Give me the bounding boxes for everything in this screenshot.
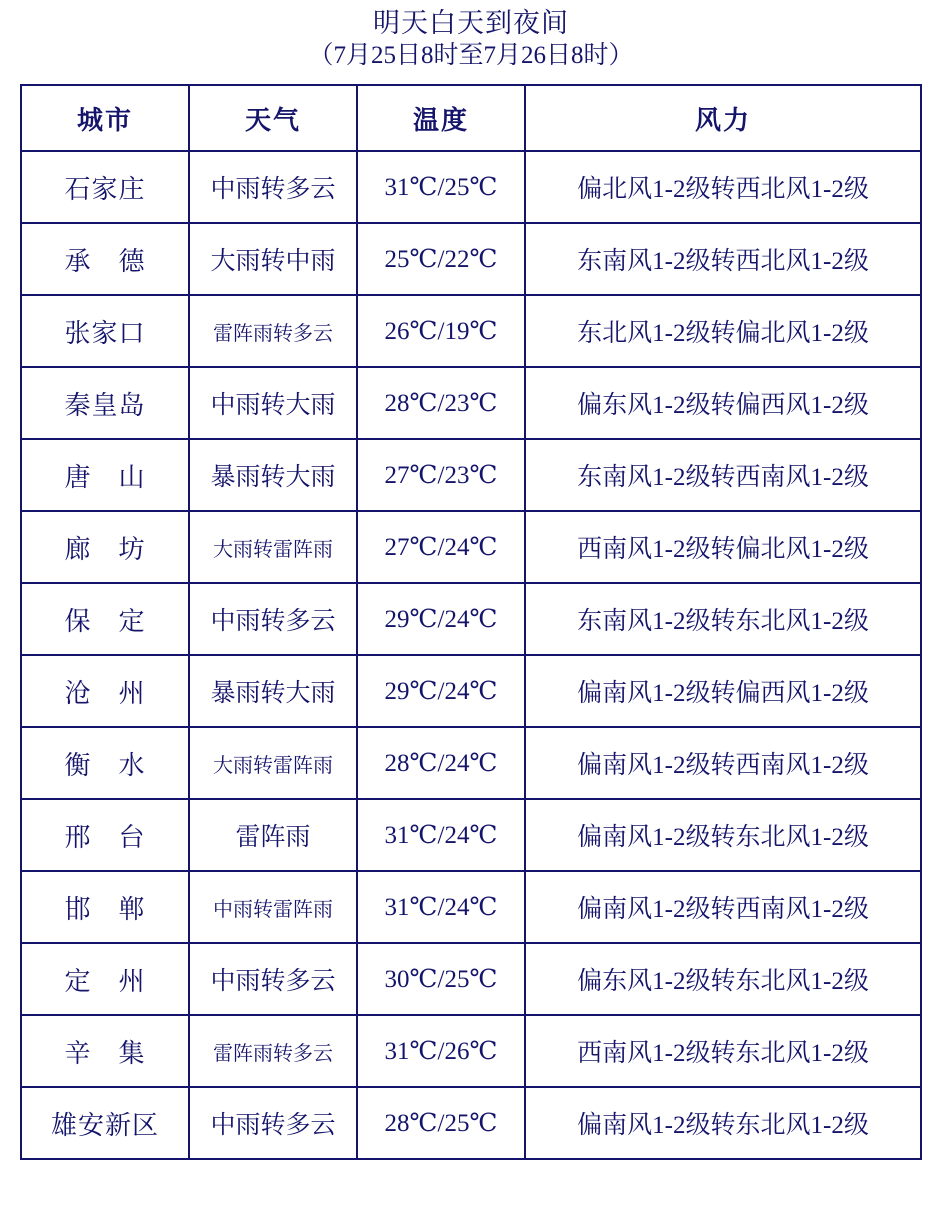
page-subtitle: （7月25日8时至7月26日8时） — [308, 42, 634, 69]
cell-weather: 中雨转多云 — [189, 583, 357, 655]
cell-wind: 偏东风1-2级转东北风1-2级 — [525, 943, 921, 1015]
table-row — [21, 1087, 921, 1159]
cell-weather: 暴雨转大雨 — [189, 655, 357, 727]
table-row — [21, 223, 921, 295]
cell-weather: 大雨转中雨 — [189, 223, 357, 295]
cell-city: 定 州 — [21, 943, 189, 1015]
cell-city: 廊 坊 — [21, 511, 189, 583]
cell-temperature: 31℃/24℃ — [357, 871, 525, 943]
cell-weather: 雷阵雨 — [189, 799, 357, 871]
cell-temperature: 29℃/24℃ — [357, 583, 525, 655]
cell-city: 沧 州 — [21, 655, 189, 727]
table-row — [21, 583, 921, 655]
cell-wind: 东南风1-2级转东北风1-2级 — [525, 583, 921, 655]
cell-wind: 东南风1-2级转西南风1-2级 — [525, 439, 921, 511]
cell-wind: 西南风1-2级转东北风1-2级 — [525, 1015, 921, 1087]
table-row — [21, 295, 921, 367]
table-header — [21, 85, 921, 151]
cell-temperature: 29℃/24℃ — [357, 655, 525, 727]
cell-weather: 中雨转多云 — [189, 151, 357, 223]
title-block — [0, 0, 942, 72]
column-header-weather: 天气 — [189, 85, 357, 151]
cell-temperature: 25℃/22℃ — [357, 223, 525, 295]
cell-city: 雄安新区 — [21, 1087, 189, 1159]
table-row — [21, 871, 921, 943]
table-body — [21, 151, 921, 1159]
cell-city: 邯 郸 — [21, 871, 189, 943]
cell-wind: 偏南风1-2级转东北风1-2级 — [525, 1087, 921, 1159]
column-header-wind: 风力 — [525, 85, 921, 151]
cell-wind: 偏南风1-2级转偏西风1-2级 — [525, 655, 921, 727]
cell-city: 衡 水 — [21, 727, 189, 799]
cell-weather: 雷阵雨转多云 — [189, 1015, 357, 1087]
cell-temperature: 28℃/23℃ — [357, 367, 525, 439]
cell-weather: 中雨转多云 — [189, 1087, 357, 1159]
cell-temperature: 27℃/24℃ — [357, 511, 525, 583]
cell-weather: 大雨转雷阵雨 — [189, 727, 357, 799]
table-row — [21, 655, 921, 727]
cell-city: 保 定 — [21, 583, 189, 655]
cell-wind: 东北风1-2级转偏北风1-2级 — [525, 295, 921, 367]
table-row — [21, 439, 921, 511]
cell-weather: 中雨转大雨 — [189, 367, 357, 439]
cell-city: 石家庄 — [21, 151, 189, 223]
table-row — [21, 943, 921, 1015]
cell-wind: 偏南风1-2级转西南风1-2级 — [525, 871, 921, 943]
cell-wind: 西南风1-2级转偏北风1-2级 — [525, 511, 921, 583]
weather-table — [20, 84, 922, 1160]
cell-temperature: 30℃/25℃ — [357, 943, 525, 1015]
table-row — [21, 1015, 921, 1087]
table-row — [21, 151, 921, 223]
cell-city: 秦皇岛 — [21, 367, 189, 439]
page-title: 明天白天到夜间 — [373, 8, 569, 38]
cell-temperature: 27℃/23℃ — [357, 439, 525, 511]
cell-temperature: 31℃/24℃ — [357, 799, 525, 871]
cell-city: 辛 集 — [21, 1015, 189, 1087]
column-header-city: 城市 — [21, 85, 189, 151]
cell-temperature: 31℃/26℃ — [357, 1015, 525, 1087]
cell-wind: 偏北风1-2级转西北风1-2级 — [525, 151, 921, 223]
table-row — [21, 799, 921, 871]
cell-weather: 中雨转多云 — [189, 943, 357, 1015]
cell-city: 唐 山 — [21, 439, 189, 511]
table-row — [21, 367, 921, 439]
table-header-row — [21, 85, 921, 151]
cell-wind: 偏南风1-2级转东北风1-2级 — [525, 799, 921, 871]
cell-weather: 中雨转雷阵雨 — [189, 871, 357, 943]
cell-temperature: 31℃/25℃ — [357, 151, 525, 223]
cell-temperature: 28℃/24℃ — [357, 727, 525, 799]
cell-weather: 雷阵雨转多云 — [189, 295, 357, 367]
column-header-temperature: 温度 — [357, 85, 525, 151]
cell-temperature: 28℃/25℃ — [357, 1087, 525, 1159]
table-row — [21, 727, 921, 799]
cell-weather: 大雨转雷阵雨 — [189, 511, 357, 583]
cell-city: 邢 台 — [21, 799, 189, 871]
cell-city: 张家口 — [21, 295, 189, 367]
cell-wind: 偏南风1-2级转西南风1-2级 — [525, 727, 921, 799]
cell-wind: 东南风1-2级转西北风1-2级 — [525, 223, 921, 295]
cell-city: 承 德 — [21, 223, 189, 295]
cell-temperature: 26℃/19℃ — [357, 295, 525, 367]
table-row — [21, 511, 921, 583]
cell-wind: 偏东风1-2级转偏西风1-2级 — [525, 367, 921, 439]
cell-weather: 暴雨转大雨 — [189, 439, 357, 511]
